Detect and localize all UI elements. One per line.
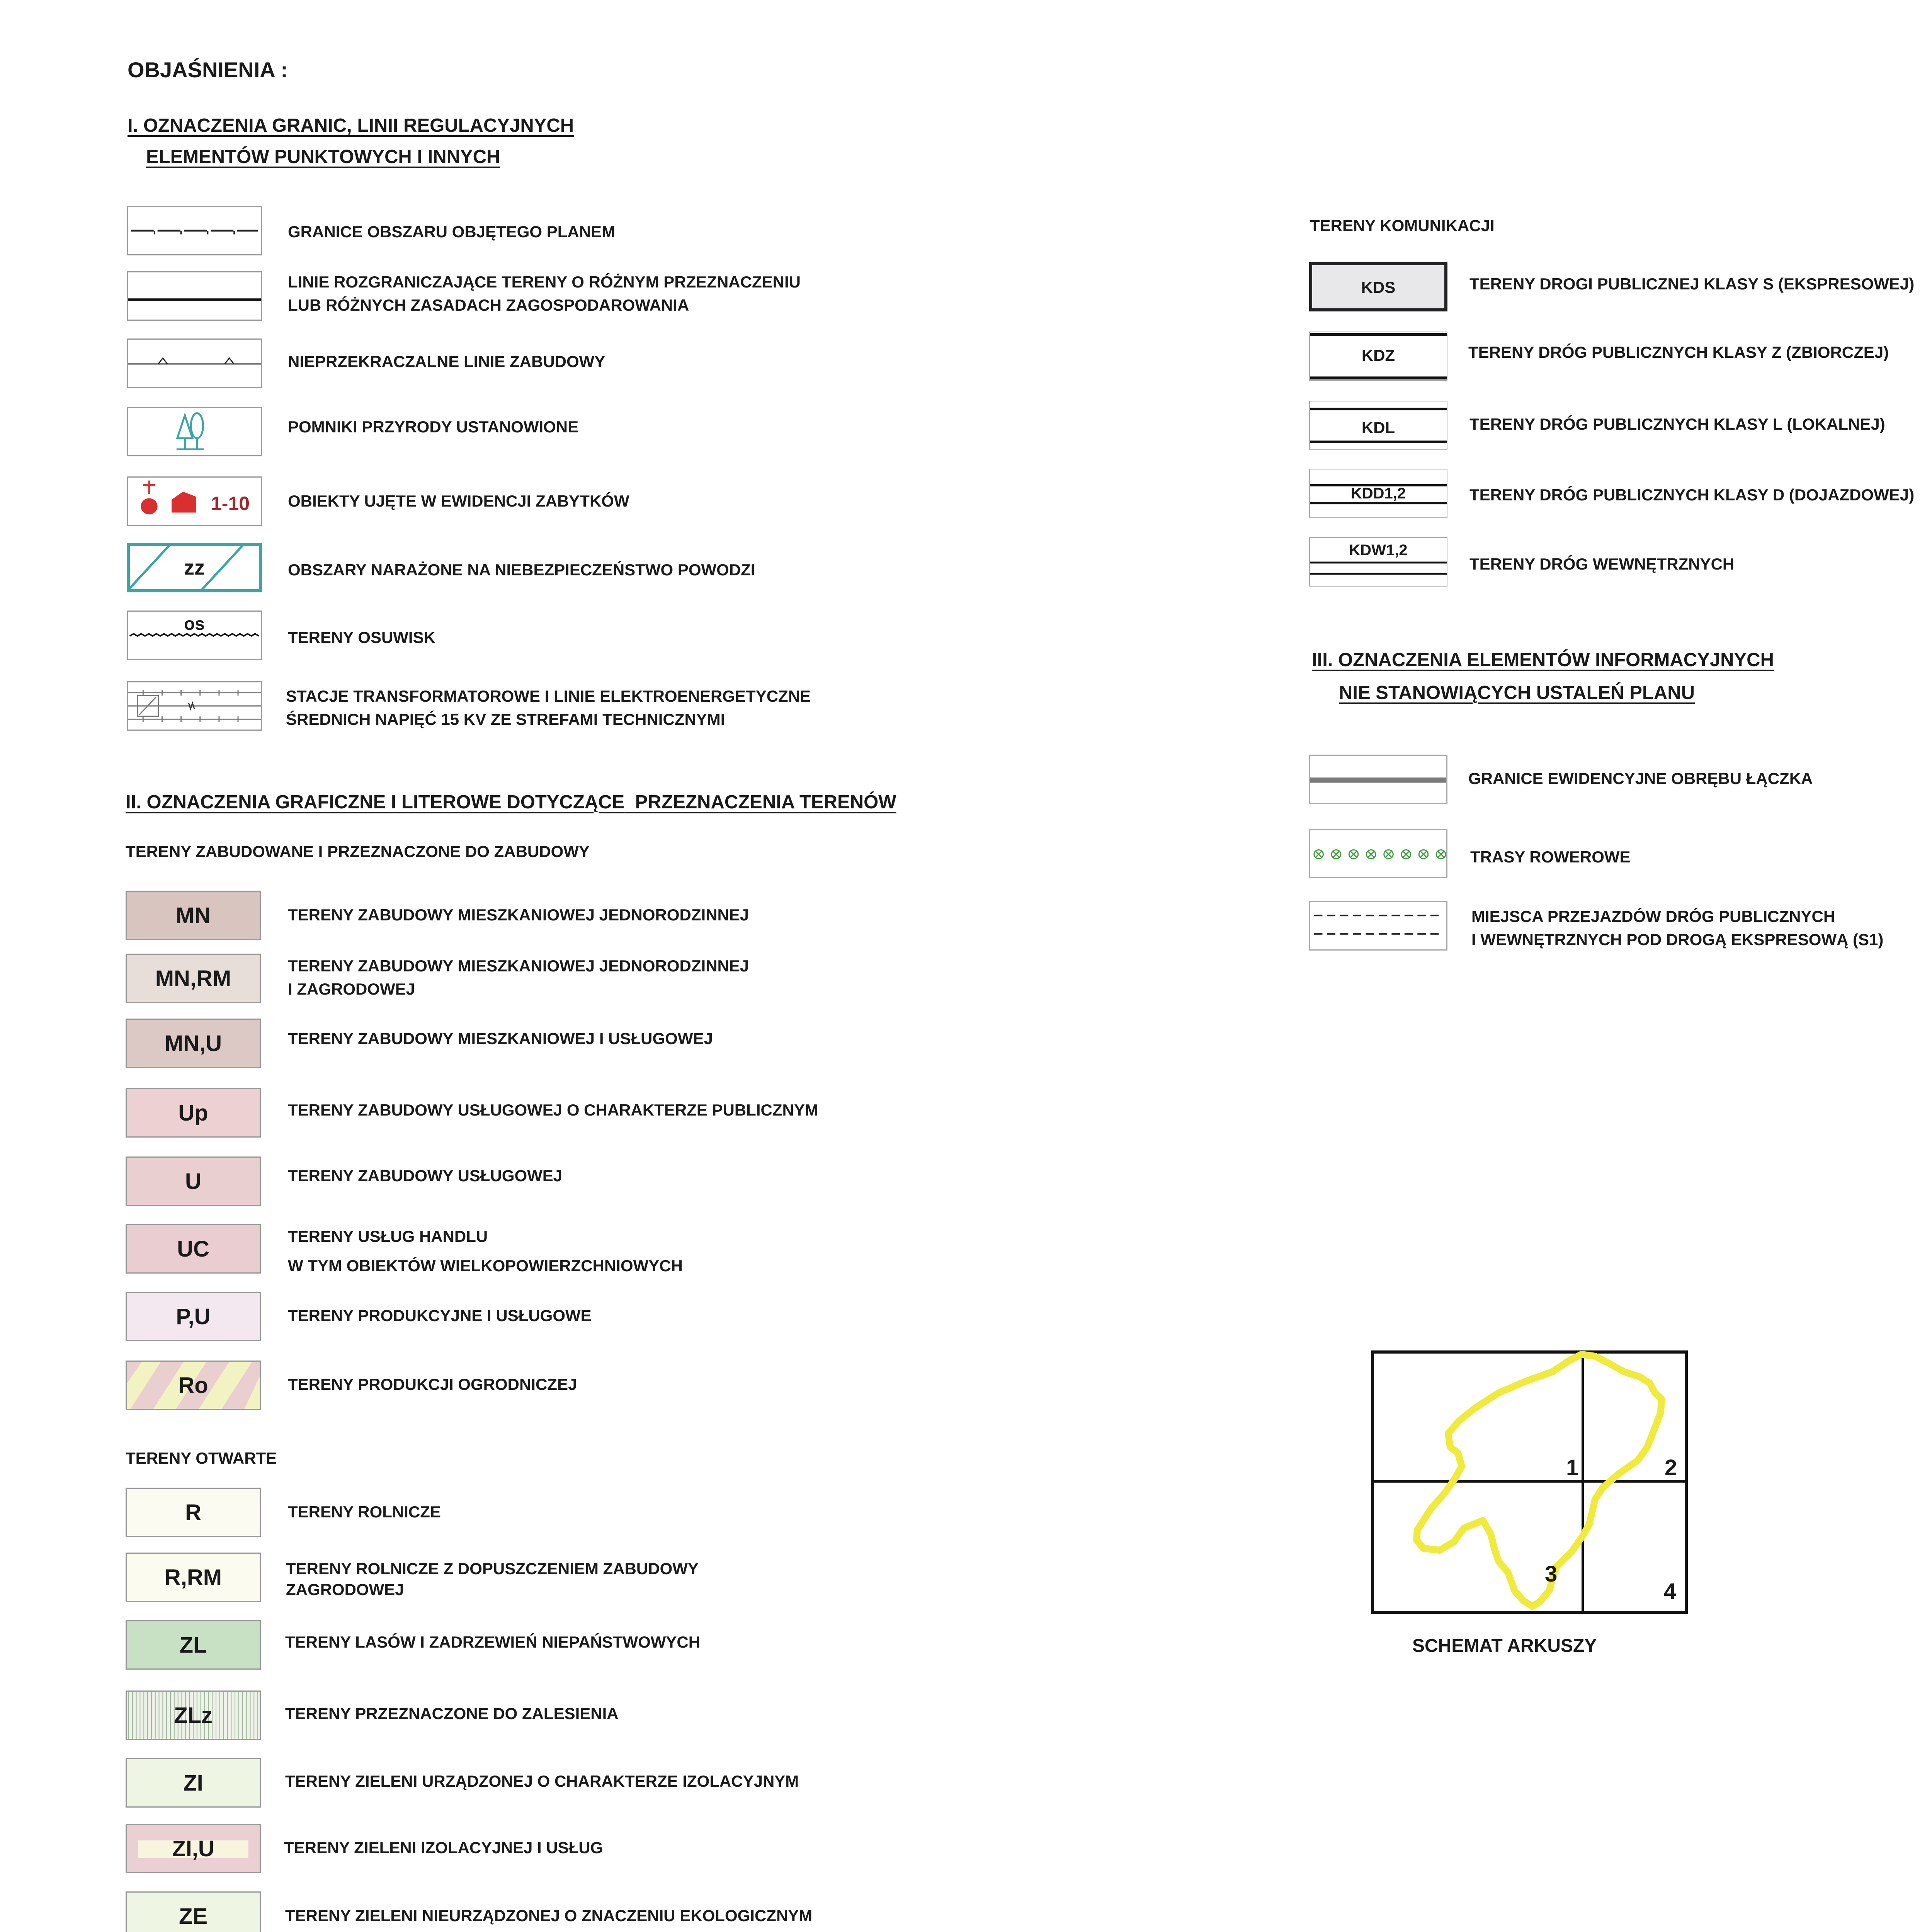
section1-title-line1: I. OZNACZENIA GRANIC, LINII REGULACYJNYCH bbox=[128, 115, 574, 136]
symbol-nature-monument bbox=[127, 407, 262, 456]
symbol-UC: UC bbox=[126, 1224, 261, 1274]
desc-ZL: TERENY LASÓW I ZADRZEWIEŃ NIEPAŃSTWOWYCH bbox=[285, 1633, 701, 1651]
desc-cadastral-boundary: GRANICE EWIDENCYJNE OBRĘBU ŁĄCZKA bbox=[1468, 769, 1813, 787]
sheet-number-1: 1 bbox=[1566, 1455, 1579, 1480]
sheet-number-2: 2 bbox=[1665, 1455, 1677, 1480]
symbol-KDW: KDW1,2 bbox=[1309, 537, 1447, 587]
landslide-code: os bbox=[184, 614, 205, 634]
symbol-ZI-U: ZI,U bbox=[126, 1824, 261, 1873]
symbol-KDZ: KDZ bbox=[1309, 332, 1447, 381]
symbol-power-line bbox=[127, 681, 262, 731]
sheet-number-3: 3 bbox=[1545, 1561, 1558, 1587]
subtitle-built-areas: TERENY ZABUDOWANE I PRZEZNACZONE DO ZABUDOWY bbox=[126, 842, 590, 861]
desc-ZE: TERENY ZIELENI NIEURZĄDZONEJ O ZNACZENIU EKOLOGICZNYM bbox=[285, 1906, 813, 1925]
desc-MN-RM: TERENY ZABUDOWY MIESZKANIOWEJ JEDNORODZINNEJ I ZAGRODOWEJ bbox=[288, 957, 749, 998]
desc-ZLz: TERENY PRZEZNACZONE DO ZALESIENIA bbox=[285, 1704, 619, 1723]
legend-title: OBJAŚNIENIA : bbox=[128, 58, 288, 82]
symbol-MN-U: MN,U bbox=[126, 1019, 261, 1068]
symbol-P-U: P,U bbox=[126, 1292, 261, 1341]
section1-title-line2: ELEMENTÓW PUNKTOWYCH I INNYCH bbox=[146, 146, 500, 167]
section3-title-line2: NIE STANOWIĄCYCH USTALEŃ PLANU bbox=[1339, 682, 1695, 703]
desc-UC: TERENY USŁUG HANDLU W TYM OBIEKTÓW WIELKOPOWIERZCHNIOWYCH bbox=[288, 1227, 683, 1275]
symbol-R-RM: R,RM bbox=[126, 1553, 261, 1602]
symbol-demarcation-line bbox=[127, 271, 262, 321]
desc-demarcation-line: LINIE ROZGRANICZAJĄCE TERENY O RÓŻNYM PRZEZNACZENIU LUB RÓŻNYCH ZASADACH ZAGOSPODAROWANIA bbox=[288, 273, 801, 314]
desc-monument-registry: OBIEKTY UJĘTE W EWIDENCJI ZABYTKÓW bbox=[288, 492, 629, 510]
symbol-ZL: ZL bbox=[126, 1620, 261, 1670]
symbol-underpass bbox=[1309, 901, 1447, 951]
symbol-MN: MN bbox=[126, 891, 261, 940]
symbol-landslide bbox=[127, 611, 262, 660]
symbol-bike-route bbox=[1309, 829, 1447, 878]
desc-KDW: TERENY DRÓG WEWNĘTRZNYCH bbox=[1469, 555, 1735, 573]
desc-ZI-U: TERENY ZIELENI IZOLACYJNEJ I USŁUG bbox=[284, 1838, 603, 1857]
desc-ZI: TERENY ZIELENI URZĄDZONEJ O CHARAKTERZE IZOLACYJNYM bbox=[285, 1772, 799, 1790]
symbol-KDL: KDL bbox=[1309, 401, 1447, 450]
desc-underpass: MIEJSCA PRZEJAZDÓW DRÓG PUBLICZNYCH I WEWNĘTRZNYCH POD DROGĄ EKSPRESOWĄ (S1) bbox=[1471, 907, 1884, 949]
desc-Up: TERENY ZABUDOWY USŁUGOWEJ O CHARAKTERZE PUBLICZNYM bbox=[288, 1101, 818, 1119]
desc-power-line: STACJE TRANSFORMATOROWE I LINIE ELEKTROENERGETYCZNE ŚREDNICH NAPIĘĆ 15 KV ZE STREFAMI TECHNICZNYMI bbox=[286, 687, 811, 728]
desc-MN-U: TERENY ZABUDOWY MIESZKANIOWEJ I USŁUGOWEJ bbox=[288, 1029, 713, 1048]
symbol-KDS: KDS bbox=[1309, 262, 1447, 311]
symbol-Ro: Ro bbox=[126, 1361, 261, 1410]
desc-KDS: TERENY DROGI PUBLICZNEJ KLASY S (EKSPRESOWEJ) bbox=[1469, 275, 1915, 293]
symbol-KDD: KDD1,2 bbox=[1309, 469, 1447, 518]
desc-KDD: TERENY DRÓG PUBLICZNYCH KLASY D (DOJAZDOWEJ) bbox=[1469, 486, 1915, 504]
sheet-schema bbox=[1371, 1350, 1688, 1614]
flood-zone-code: zz bbox=[184, 556, 205, 579]
desc-landslide: TERENY OSUWISK bbox=[288, 628, 435, 646]
sheet-number-4: 4 bbox=[1664, 1579, 1677, 1604]
desc-building-line: NIEPRZEKRACZALNE LINIE ZABUDOWY bbox=[288, 352, 605, 371]
desc-KDL: TERENY DRÓG PUBLICZNYCH KLASY L (LOKALNEJ) bbox=[1469, 415, 1885, 433]
monument-icon bbox=[141, 481, 196, 515]
desc-MN: TERENY ZABUDOWY MIESZKANIOWEJ JEDNORODZINNEJ bbox=[288, 906, 749, 924]
symbol-building-line bbox=[127, 338, 262, 388]
tree-icon bbox=[128, 408, 261, 455]
monument-range-label: 1-10 bbox=[211, 493, 250, 514]
desc-nature-monument: POMNIKI PRZYRODY USTANOWIONE bbox=[288, 418, 579, 436]
desc-flood-zone: OBSZARY NARAŻONE NA NIEBEZPIECZEŃSTWO POWODZI bbox=[288, 561, 755, 579]
symbol-monument-registry bbox=[127, 476, 262, 526]
symbol-flood-zone bbox=[127, 543, 262, 592]
subtitle-open-areas: TERENY OTWARTE bbox=[126, 1449, 277, 1467]
symbol-MN-RM: MN,RM bbox=[126, 954, 261, 1003]
section2-title: II. OZNACZENIA GRAFICZNE I LITEROWE DOTYCZĄCE PRZEZNACZENIA TERENÓW bbox=[126, 792, 896, 813]
symbol-ZI: ZI bbox=[126, 1758, 261, 1808]
symbol-cadastral-boundary bbox=[1309, 755, 1447, 804]
symbol-R: R bbox=[126, 1488, 261, 1537]
desc-U: TERENY ZABUDOWY USŁUGOWEJ bbox=[288, 1167, 563, 1185]
desc-R: TERENY ROLNICZE bbox=[288, 1503, 441, 1521]
section3-title-line1: III. OZNACZENIA ELEMENTÓW INFORMACYJNYCH bbox=[1312, 650, 1774, 670]
schema-title: SCHEMAT ARKUSZY bbox=[1412, 1636, 1597, 1656]
symbol-Up: Up bbox=[126, 1088, 261, 1138]
desc-plan-boundary: GRANICE OBSZARU OBJĘTEGO PLANEM bbox=[288, 223, 616, 241]
symbol-U: U bbox=[126, 1156, 261, 1206]
symbol-ZE: ZE bbox=[126, 1891, 261, 1932]
symbol-plan-boundary bbox=[127, 206, 262, 255]
desc-bike-route: TRASY ROWEROWE bbox=[1470, 848, 1631, 866]
desc-KDZ: TERENY DRÓG PUBLICZNYCH KLASY Z (ZBIORCZEJ) bbox=[1468, 343, 1889, 361]
desc-P-U: TERENY PRODUKCYJNE I USŁUGOWE bbox=[288, 1306, 592, 1325]
desc-Ro: TERENY PRODUKCJI OGRODNICZEJ bbox=[288, 1375, 577, 1393]
subtitle-transport: TERENY KOMUNIKACJI bbox=[1310, 216, 1495, 235]
desc-R-RM: TERENY ROLNICZE Z DOPUSZCZENIEM ZABUDOWY ZAGRODOWEJ bbox=[286, 1560, 699, 1599]
symbol-ZLz: ZLz bbox=[126, 1690, 261, 1740]
